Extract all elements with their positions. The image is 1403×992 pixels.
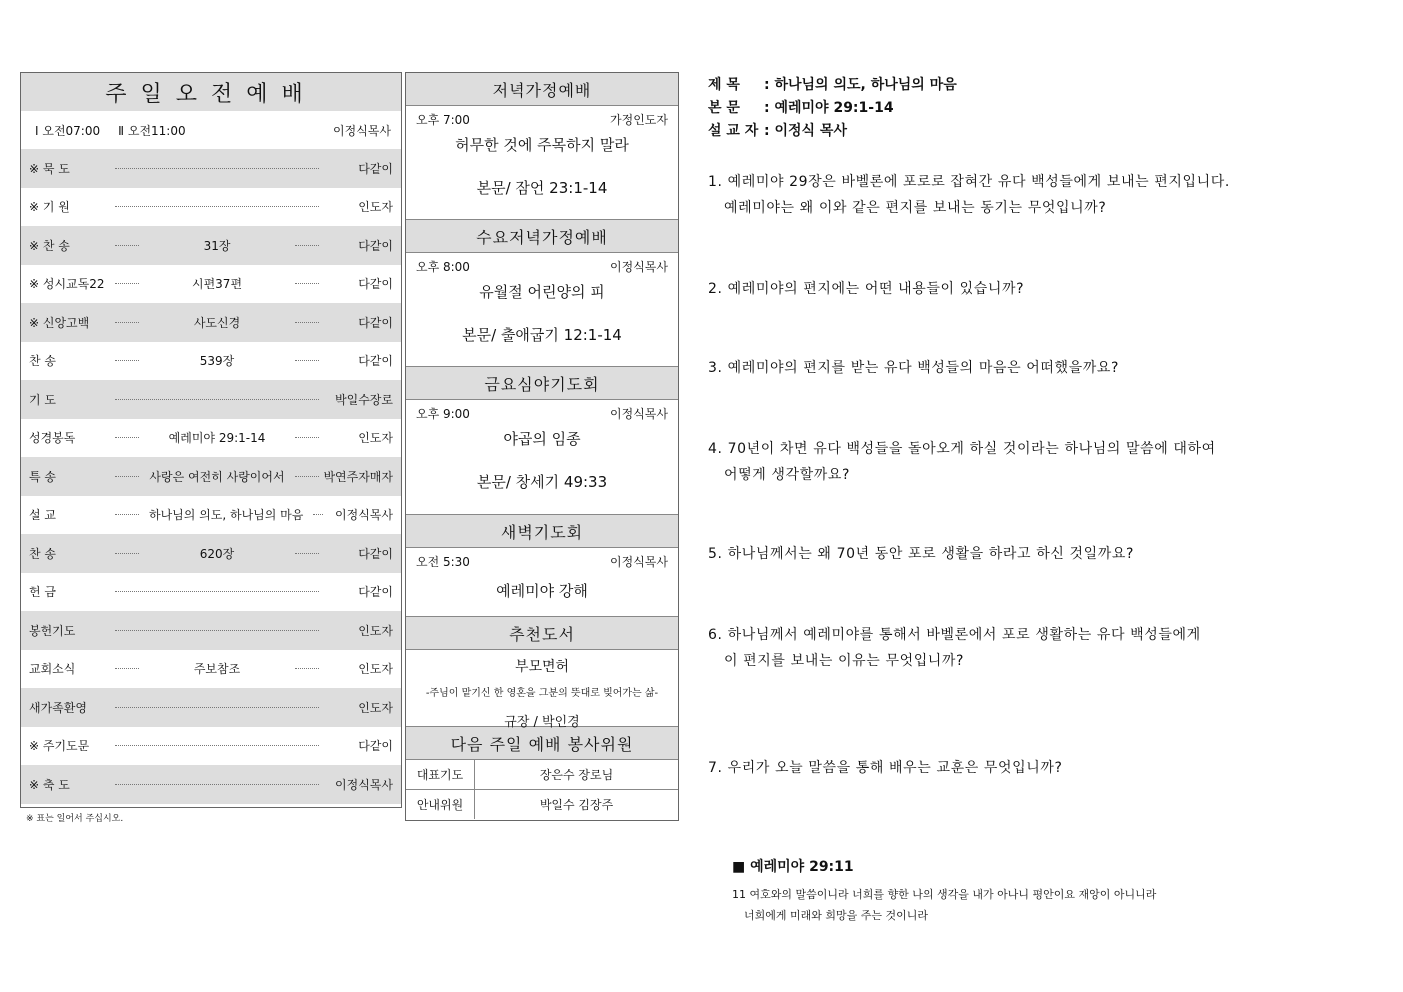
worship-item [21,149,401,188]
staff-row [406,789,678,819]
service-title: 수요저녁가정예배 [406,220,678,253]
worship-item [21,419,401,458]
service-scripture: 본문/ 출애굽기 12:1-14 [462,326,622,344]
question-line: 예레미야는 왜 이와 같은 편지를 보내는 동기는 무엇입니까? [724,200,1107,216]
question [708,169,1230,221]
worship-item-detail: 예레미야 29:1-14 [168,431,266,446]
sermon-title: 하나님의 의도, 하나님의 마음 [774,77,957,93]
dot-leader [115,245,139,246]
dot-leader [115,437,139,438]
worship-item [21,534,401,573]
service-leader: 이정식목사 [610,259,668,274]
question-line: 5. 하나님께서는 왜 70년 동안 포로 생활을 하라고 하신 것일까요? [708,546,1135,562]
worship-item-detail: 시편37편 [191,277,243,292]
service-time: 오후 9:00 [416,406,470,421]
worship-item-leader: 이정식목사 [335,508,393,523]
worship-item [21,727,401,766]
question-line: 어떻게 생각할까요? [724,467,851,483]
service-meta [406,253,678,279]
worship-item-name: ※ 기 원 [29,200,70,215]
worship-item-leader-dots [111,168,323,169]
worship-item-leader: 인도자 [358,662,393,677]
sermon-info [708,74,1368,143]
memory-verse [732,856,1156,926]
service-meta [406,548,678,574]
worship-time-1: Ⅰ 오전07:00 [35,123,101,138]
service-leader: 이정식목사 [610,406,668,421]
verse-line: 11 여호와의 말씀이니라 너희를 향한 나의 생각을 내가 아나니 평안이요 재앙이 아니니라 [732,888,1157,901]
dot-leader [295,437,319,438]
staff-role: 대표기도 [406,760,475,789]
standing-note: ※ 표는 일어서 주십시오. [26,814,124,824]
book-subtitle: -주님이 맡기신 한 영혼을 그분의 뜻대로 빚어가는 삶- [425,688,659,699]
worship-item-leader-dots [111,206,323,207]
service-meta [406,106,678,132]
worship-item [21,265,401,304]
worship-item-leader-dots [111,314,323,331]
worship-item-name: 헌 금 [29,585,56,600]
service-time: 오전 5:30 [416,554,470,569]
worship-item [21,611,401,650]
worship-order-panel [20,72,402,808]
worship-item-detail: 주보참조 [193,662,241,677]
worship-item-leader-dots [111,591,323,592]
worship-item-leader: 인도자 [358,623,393,638]
worship-item-name: 찬 송 [29,546,56,561]
worship-item-leader-dots [111,707,323,708]
service-meta [406,400,678,426]
staff-names: 박일수 김장주 [539,798,614,812]
worship-item-leader: 인도자 [358,200,393,215]
dot-leader [295,360,319,361]
service-block [406,73,678,220]
dot-leader [295,476,319,477]
worship-item-leader: 다같이 [358,546,393,561]
dot-leader [295,283,319,284]
service-sermon-title: 예레미야 강해 [496,582,588,600]
worship-item [21,303,401,342]
service-title: 금요심야기도회 [406,367,678,400]
worship-item-leader: 다같이 [358,739,393,754]
service-leader: 가정인도자 [610,112,668,127]
worship-item-leader-dots [111,745,323,746]
dot-leader [115,399,319,400]
worship-item-leader: 다같이 [358,277,393,292]
staff-role: 안내위원 [406,790,475,819]
question-line: 7. 우리가 오늘 말씀을 통해 배우는 교훈은 무엇입니까? [708,760,1063,776]
worship-item [21,342,401,381]
worship-item-name: ※ 찬 송 [29,238,70,253]
question [708,355,1119,381]
question [708,541,1134,567]
worship-pastor: 이정식목사 [333,123,391,138]
dot-leader [295,668,319,669]
worship-item-leader: 다같이 [358,161,393,176]
verse-line: 너희에게 미래와 희망을 주는 것이니라 [744,909,929,922]
worship-item-leader: 박일수장로 [335,392,393,407]
sermon-title-line: 제 목 : 하나님의 의도, 하나님의 마음 [708,74,1368,97]
question-line: 2. 예레미야의 편지에는 어떤 내용들이 있습니까? [708,281,1025,297]
service-time: 오후 7:00 [416,112,470,127]
dot-leader [313,514,323,515]
staff-names: 장은수 장로님 [539,768,614,782]
worship-title: 주일오전예배 [21,73,401,111]
worship-item-leader-dots [111,399,323,400]
worship-item-leader-dots [111,506,323,523]
service-scripture: 본문/ 잠언 23:1-14 [476,179,608,197]
worship-item-leader: 인도자 [358,700,393,715]
dot-leader [295,245,319,246]
worship-item-leader: 다같이 [358,354,393,369]
question [708,436,1216,488]
dot-leader [115,514,139,515]
dot-leader [115,360,139,361]
worship-item [21,573,401,612]
worship-item-leader-dots [111,660,323,677]
sermon-text-line: 본 문 : 예레미야 29:1-14 [708,97,1368,120]
book-author: 규장 / 박인경 [504,715,580,730]
worship-item [21,688,401,727]
staff-header: 다음 주일 예배 봉사위원 [406,727,678,759]
sermon-preacher-line: 설 교 자 : 이정식 목사 [708,120,1368,143]
dot-leader [295,553,319,554]
worship-item-leader-dots [111,352,323,369]
worship-item [21,765,401,804]
dot-leader [115,630,319,631]
worship-item-detail: 하나님의 의도, 하나님의 마음 [149,508,304,523]
worship-item [21,650,401,689]
question-line: 6. 하나님께서 예레미야를 통해서 바벨론에서 포로 생활하는 유다 백성들에게 [708,627,1201,643]
worship-item-leader: 다같이 [358,585,393,600]
dot-leader [295,322,319,323]
question-line: 4. 70년이 차면 유다 백성들을 돌아오게 하실 것이라는 하나님의 말씀에 대하여 [708,441,1216,457]
worship-item [21,457,401,496]
book-title: 부모면허 [514,659,570,675]
service-block [406,220,678,367]
worship-item [21,226,401,265]
sermon-text-key: 본 문 [708,100,740,116]
worship-item [21,496,401,535]
worship-times [21,111,401,149]
book-block [406,617,678,730]
worship-item-leader: 다같이 [358,315,393,330]
dot-leader [115,283,139,284]
worship-item-leader-dots [111,275,323,292]
question [708,276,1024,302]
worship-item-leader-dots [111,630,323,631]
dot-leader [115,322,139,323]
worship-item-leader: 다같이 [358,238,393,253]
worship-item-name: 새가족환영 [29,700,87,715]
worship-item-name: 성경봉독 [29,431,76,446]
staff-block [406,727,678,819]
question [708,622,1201,674]
dot-leader [115,206,319,207]
worship-item-name: ※ 주기도문 [29,739,90,754]
service-sermon-title: 유월절 어린양의 피 [479,283,605,301]
book-header: 추천도서 [406,617,678,650]
worship-item-leader: 박연주자매자 [323,469,393,484]
worship-item-detail: 620장 [199,546,235,561]
sermon-text: 예레미야 29:1-14 [774,100,894,116]
worship-item-name: 봉헌기도 [29,623,76,638]
dot-leader [115,784,319,785]
dot-leader [115,707,319,708]
service-leader: 이정식목사 [610,554,668,569]
dot-leader [115,476,139,477]
worship-time-2: Ⅱ 오전11:00 [118,123,186,138]
verse-reference: ■ 예레미야 29:11 [732,859,854,875]
worship-item-name: 교회소식 [29,662,76,677]
sermon-preacher-key: 설 교 자 [708,123,759,139]
service-title: 새벽기도회 [406,515,678,548]
worship-item-leader-dots [111,545,323,562]
question-line: 1. 예레미야 29장은 바벨론에 포로로 잡혀간 유다 백성들에게 보내는 편지입니다. [708,174,1230,190]
service-scripture: 본문/ 창세기 49:33 [476,473,608,491]
worship-item-leader-dots [111,237,323,254]
service-sermon-title: 허무한 것에 주목하지 말라 [455,136,629,154]
worship-item-detail: 사랑은 여전히 사랑이어서 [149,469,285,484]
dot-leader [115,168,319,169]
worship-item-leader: 이정식목사 [335,777,393,792]
worship-item-leader: 인도자 [358,431,393,446]
question-line: 이 편지를 보내는 이유는 무엇입니까? [724,653,965,669]
worship-item [21,380,401,419]
service-sermon-title: 야곱의 임종 [503,430,581,448]
worship-item-name: ※ 성시교독22 [29,277,105,292]
question [708,755,1063,781]
dot-leader [115,553,139,554]
verse-text [732,884,1156,926]
worship-items [21,149,401,804]
worship-item-name: 설 교 [29,508,56,523]
service-title: 저녁가정예배 [406,73,678,106]
worship-item-name: 찬 송 [29,354,56,369]
worship-item-name: 기 도 [29,392,56,407]
worship-item-detail: 사도신경 [193,315,241,330]
worship-item-leader-dots [111,784,323,785]
worship-item-name: ※ 묵 도 [29,161,70,176]
worship-item-name: ※ 축 도 [29,777,70,792]
service-block [406,367,678,515]
dot-leader [115,668,139,669]
services-panel [405,72,679,821]
worship-item-leader-dots [111,429,323,446]
staff-row [406,759,678,789]
worship-item-name: 특 송 [29,469,56,484]
worship-item-detail: 31장 [203,238,231,253]
worship-item-name: ※ 신앙고백 [29,315,90,330]
worship-item [21,188,401,227]
service-block [406,515,678,617]
dot-leader [115,591,319,592]
sermon-title-key: 제 목 [708,77,740,93]
service-time: 오후 8:00 [416,259,470,274]
question-line: 3. 예레미야의 편지를 받는 유다 백성들의 마음은 어떠했을까요? [708,360,1120,376]
worship-item-detail: 539장 [199,354,235,369]
sermon-preacher: 이정식 목사 [774,123,847,139]
dot-leader [115,745,319,746]
worship-item-leader-dots [111,468,323,485]
